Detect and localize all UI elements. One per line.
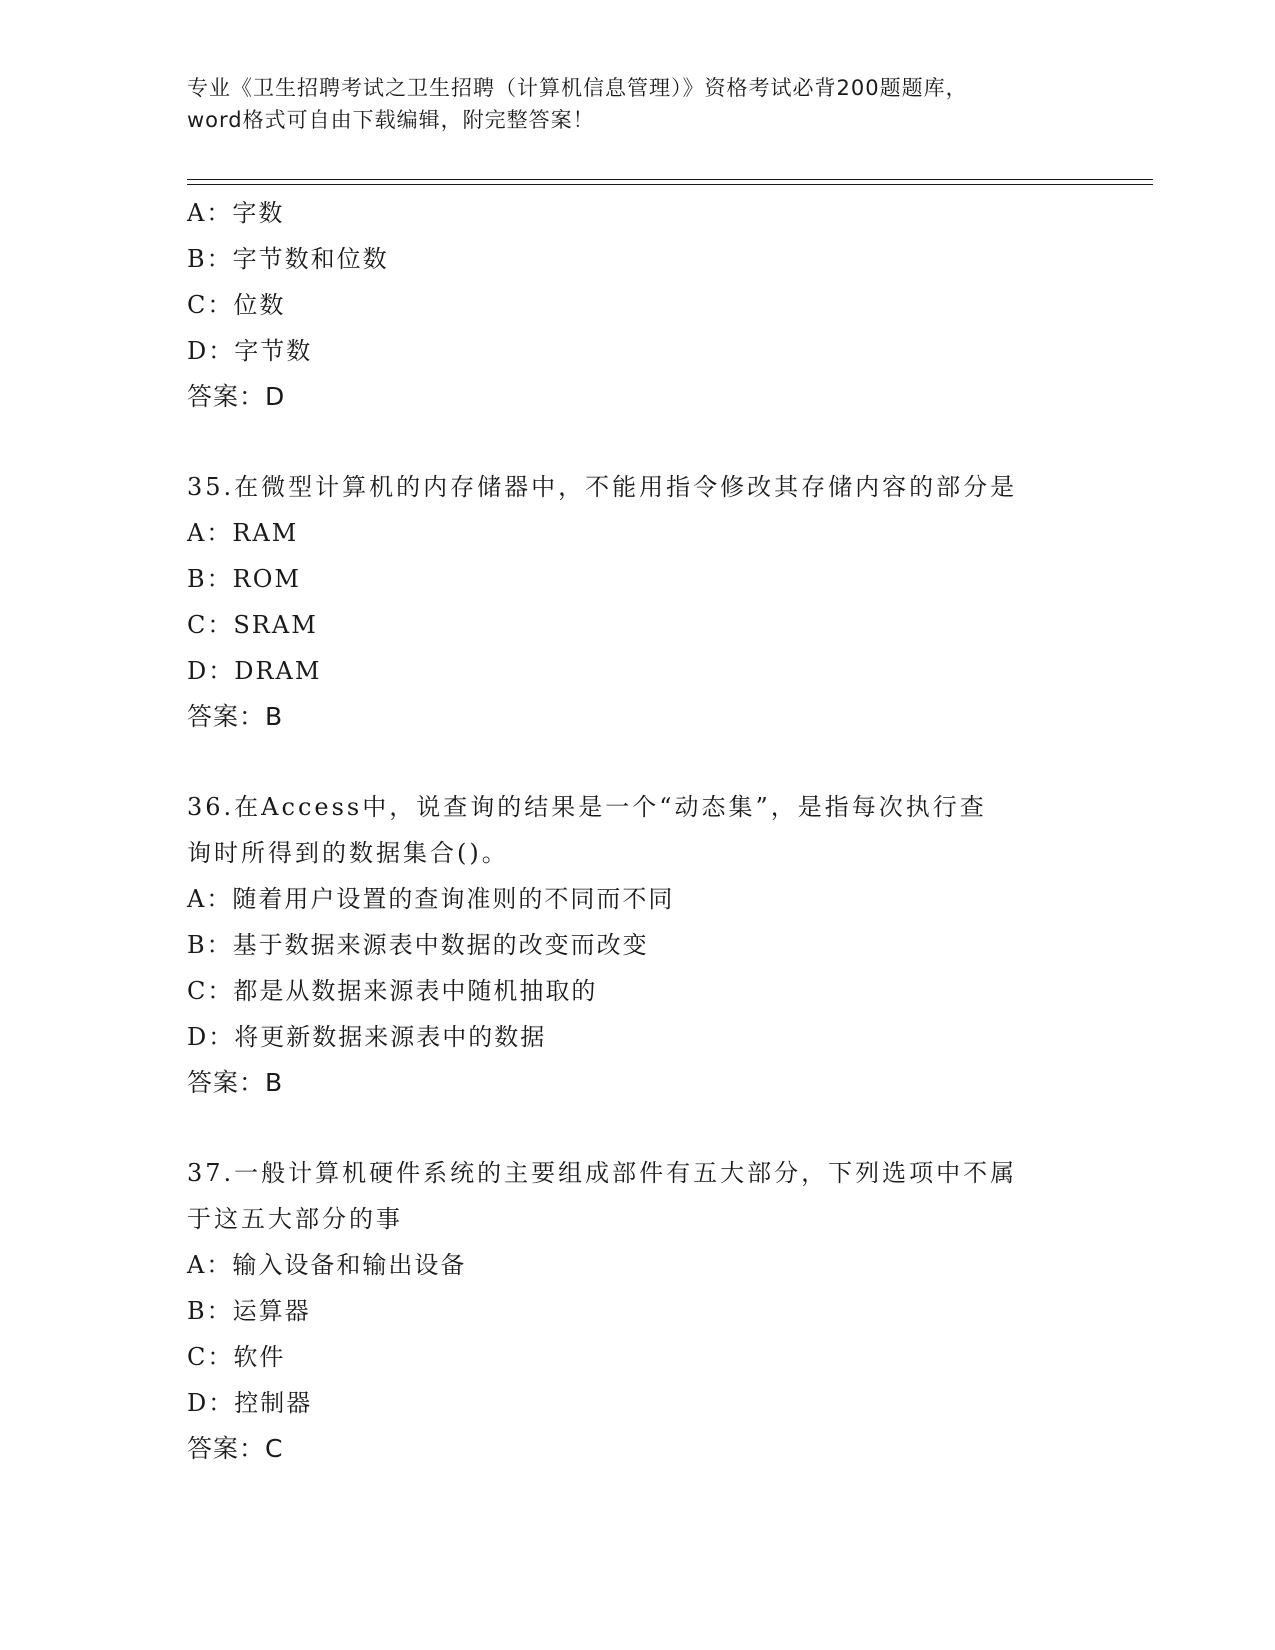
header-divider-bottom bbox=[187, 184, 1153, 185]
header-divider-top bbox=[187, 179, 1153, 180]
question-35 bbox=[187, 464, 1087, 740]
option-b: B：运算器 bbox=[187, 1297, 311, 1325]
question-list bbox=[187, 190, 1087, 1472]
answer-line: 答案：B bbox=[187, 702, 284, 731]
option-c: C：位数 bbox=[187, 291, 286, 319]
question-34-tail bbox=[187, 190, 1087, 420]
header-line-1: 专业《卫生招聘考试之卫生招聘（计算机信息管理）》资格考试必背200题题库， bbox=[187, 76, 968, 100]
option-c: C：都是从数据来源表中随机抽取的 bbox=[187, 977, 598, 1005]
option-b: B：ROM bbox=[187, 565, 301, 593]
option-d: D：将更新数据来源表中的数据 bbox=[187, 1023, 547, 1051]
question-stem-line-2: 询时所得到的数据集合()。 bbox=[187, 839, 509, 867]
option-a: A：RAM bbox=[187, 519, 299, 547]
document-header bbox=[187, 72, 1087, 136]
question-stem-line-1: 36.在Access中，说查询的结果是一个“动态集”，是指每次执行查 bbox=[187, 793, 987, 821]
question-stem-line-2: 于这五大部分的事 bbox=[187, 1205, 403, 1233]
option-c: C：软件 bbox=[187, 1343, 286, 1371]
option-a: A：随着用户设置的查询准则的不同而不同 bbox=[187, 885, 675, 913]
option-d: D：字节数 bbox=[187, 337, 313, 365]
option-a: A：输入设备和输出设备 bbox=[187, 1251, 467, 1279]
question-36 bbox=[187, 784, 1087, 1106]
option-c: C：SRAM bbox=[187, 611, 318, 639]
option-d: D：控制器 bbox=[187, 1389, 313, 1417]
answer-line: 答案：D bbox=[187, 382, 286, 411]
option-b: B：字节数和位数 bbox=[187, 245, 389, 273]
question-stem: 35.在微型计算机的内存储器中，不能用指令修改其存储内容的部分是 bbox=[187, 473, 1018, 501]
option-d: D：DRAM bbox=[187, 657, 322, 685]
answer-line: 答案：B bbox=[187, 1068, 284, 1097]
question-stem-line-1: 37.一般计算机硬件系统的主要组成部件有五大部分，下列选项中不属 bbox=[187, 1159, 1018, 1187]
question-37 bbox=[187, 1150, 1087, 1472]
answer-line: 答案：C bbox=[187, 1434, 284, 1463]
option-a: A：字数 bbox=[187, 199, 285, 227]
option-b: B：基于数据来源表中数据的改变而改变 bbox=[187, 931, 649, 959]
header-line-2: word格式可自由下载编辑，附完整答案！ bbox=[187, 108, 595, 132]
